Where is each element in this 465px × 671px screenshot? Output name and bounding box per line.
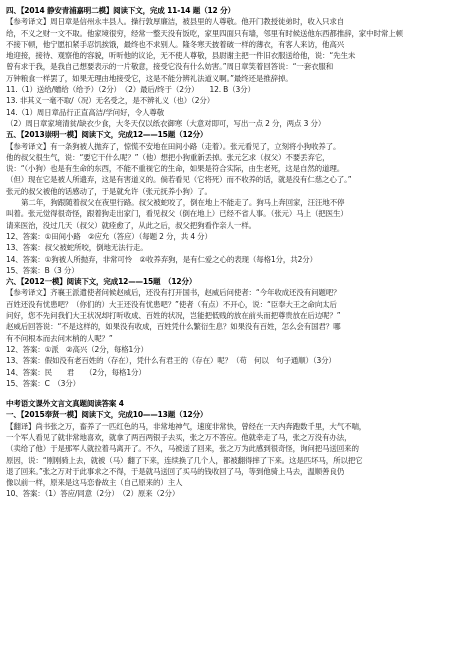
text-line: 张元的叔父被他的话感动了，于是就允许（张元抚养小狗）了。 [6, 186, 212, 196]
text-line: 请来医治，没过几天（叔父）就痊愈了，从此之后，叔父把狗看作亲人一样。 [6, 220, 256, 230]
text-line: 说：“（小狗）也是有生命的东西，不能不重视它的生命，如果是符合实际，由生老死，这是自然的道理。 [6, 164, 345, 174]
text-line: 一个军人看见了就非常地喜欢，就拿了两百两银子去买，张之万不答应。他就牵走了马，张之万没有办法， [6, 432, 352, 442]
text-line: 万钟粮食一样罢了，如果无理由地接受它，这是不能分辨礼法道义啊。”最终还是推辞掉。 [6, 73, 293, 83]
text-line: 退了回来。”张之万对于此事求之不得，于是就马送回了买马的钱收回了马，等到他骑上马去，温顺善良仍 [6, 466, 345, 476]
text-line: 13、答案：叔父被蛇所咬，倒地无法行走。 [6, 243, 148, 253]
text-line: 百姓还没有忧患吧？（你们的）大王还没有忧患吧？”使者（有点）不开心，说：“臣奉大王之命向太后 [6, 299, 337, 309]
section-heading: 一、【2015奉贤一模】阅读下文，完成10——13题（12分） [6, 410, 208, 420]
text-line: 像以前一样，原来是这马恋眷故主（自己原来的）主人 [6, 478, 183, 488]
text-line: 12、答案：①田间小路 ②应允（答应）（每题 2 分，共 4 分） [6, 231, 212, 241]
text-line: 13. 非其义一毫不取/（况）无名受之，是不辨礼义（也）（2分） [6, 96, 215, 106]
text-line: 14、答案：①狗被人所抛弃，非常可怜 ②收养弃狗，是有仁爱之心的表现（每格1分，共2分） [6, 254, 317, 264]
text-line: 12、答案：①派 ②高兴（2分，每格1分） [6, 344, 148, 354]
text-line: 第二年，狗跟随着叔父在夜里行路。叔父被蛇咬了，倒在地上不能走了。狗马上奔回家，汪汪地不停 [21, 198, 345, 208]
section-heading: 六、【2012一模】阅读下文，完成12——15题 （12分） [6, 277, 197, 287]
text-line: 【翻译】尚书张之万，畜养了一匹红色的马，非常地神气，速度非常快，曾经在一天内奔跑数千里，大气不喘， [6, 421, 367, 431]
text-line: 15、答案：B（3 分） [6, 265, 79, 275]
text-line: 不接下顿，他宁愿扣紧手忍饥挨饿，最终也不求别人。隆冬寒天披着破一样的薄衣，有客人来访，他高兴 [6, 39, 345, 49]
text-line: 【参考译文】有一条狗被人抛弃了，惊慌不安地在田间小路（走着）。张元看见了，立刻将小狗收养了。 [6, 141, 341, 151]
text-line: 给，不义之财一文不取。他家境很穷，经常一整天没有饭吃，家里四面只有墙，邻里有时候送他东西都推辞，家中时常上顿 [6, 28, 403, 38]
text-line: 11.（1）送给/赠给（给予）（2分） （2）最后/终于（2分） 12. B（3分） [6, 85, 255, 95]
text-line: 赵威后回答说：“不是这样的，如果没有收成，百姓凭什么繁衍生息？如果没有百姓，怎么会有国君？哪 [6, 322, 341, 332]
text-line: 问好，您不先问我们大王状况却打听收成、百姓的状况，岂能把低贱的放在前头而把尊贵放在后边呢？” [6, 311, 341, 321]
text-line: 10、答案：（1）答应/同意（2分） （2）原来（2分） [6, 489, 180, 499]
section-heading: 五、【2013崇明一模】阅读下文，完成12——15题（12分） [6, 130, 208, 140]
text-line: 有不问根本而去问末梢的人呢？” [6, 333, 113, 343]
text-line: 【参考译文】齐襄王派遣使者问候赵威后，还没有打开国书，赵威后问使者：“今年收成还没有问题吧？ [6, 288, 341, 298]
text-line: 14、答案：民 君 （2分，每格1分） [6, 367, 146, 377]
text-line: （卖给了他）于是那军人就拉着马离开了。不久，马被送了回来，张之万为此感到很奇怪，询问把马送回来的 [6, 444, 359, 454]
text-line: （2）周日章家境清贫/缺衣少食，大冬天仅以纸衣御寒（大意对即可，写出一点 2 分，两点 3 分） [6, 118, 326, 128]
text-line: 14.（1）周日章品行正直高洁/学问好，令人尊敬 [6, 107, 165, 117]
text-line: 【参考译文】周日章是信州永丰县人。操行敦厚廉洁，被县里的人尊敬。他开门教授徒弟时，收入只求自 [6, 17, 345, 27]
text-line: （但）现在它是被人所遗弃，这是有害道义的。倘若看见（它将死）而不收养的话，就是没有仁慈之心了。” [6, 175, 352, 185]
text-line: 叫着。张元觉得很奇怪，跟着狗走出家门，看见叔父（倒在地上）已经不省人事。（张元）马上（把医生） [6, 209, 348, 219]
section-heading: 四、【2014 静安青浦嘉明二模】阅读下文，完成 11-14 题（12 分） [6, 6, 235, 15]
document-body [6, 5, 459, 500]
section-gap [6, 389, 459, 398]
text-line: 地迎接，接待、观察他的容貌，听听他的议论，无不使人尊敬，县尉谢主把一件旧衣服送给他，说：“先生未 [6, 51, 356, 61]
text-line: 原因，说：“刚刚骑上去，就被（马）翻了下来，连续换了几个人，都被翻得摔了下来。这是匹坏马，所以把它 [6, 455, 363, 465]
text-line: 他的叔父很生气，说：“要它干什么呢？”（他）想把小狗重新丢掉。张元乞求（叔父）不要丢弃它， [6, 152, 330, 162]
text-line: 13、答案：假如没有老百姓的（存在），凭什么有君王的（存在）呢？（苟 何以 句子通顺）（3分） [6, 356, 336, 366]
section-heading: 中考语文课外文言文真题阅读答案 4 [6, 399, 124, 409]
text-line: 曾有求于我，是我自己想要表示的一片敬意，接受它没有什么妨害。”周日章笑着回答说：“一套衣服和 [6, 62, 334, 72]
text-line: 15、答案：C （3分） [6, 378, 81, 388]
